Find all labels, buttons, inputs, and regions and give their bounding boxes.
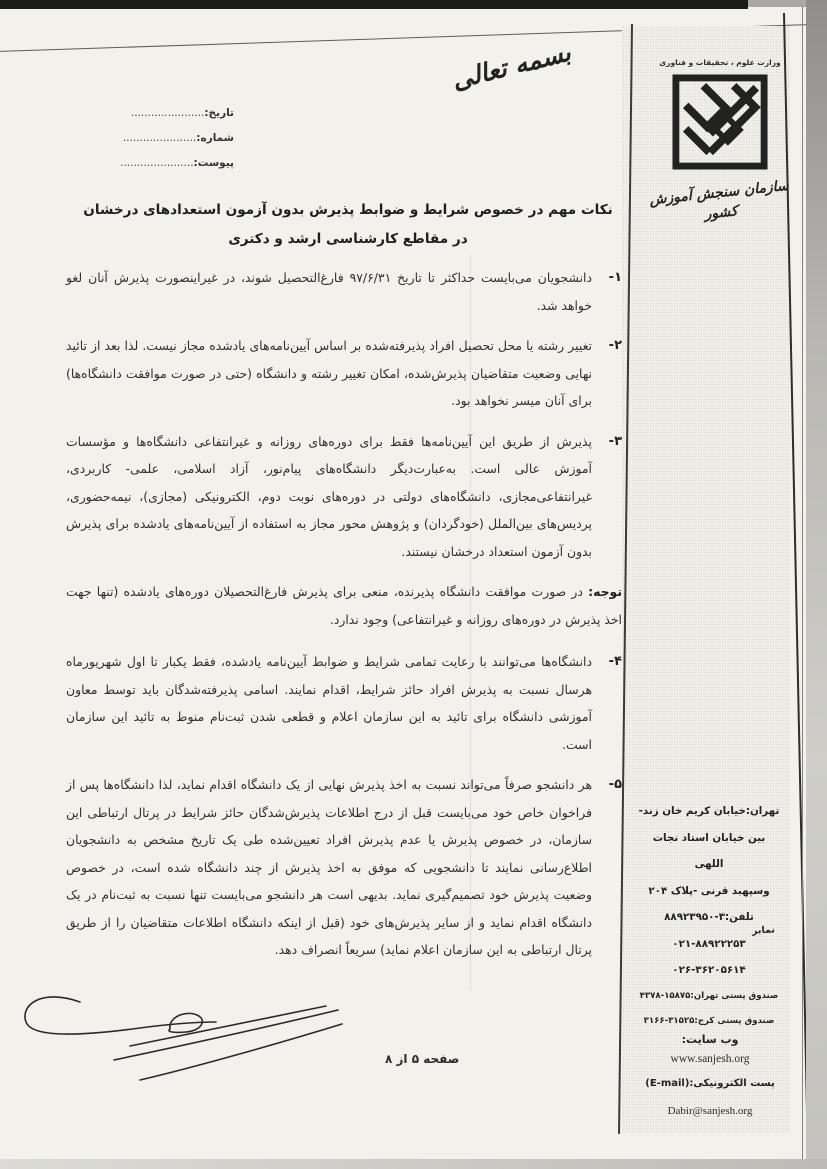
note-text: در صورت موافقت دانشگاه پذیرنده، منعی برای پذیرش فارغ‌التحصیلان دوره‌های یادشده (تنها جهت اخذ پذیرش در دوره‌های روزانه و غیرانتفاعی) وجود ندارد. — [66, 584, 622, 627]
item-number: ۱- — [608, 270, 622, 285]
paper-right-edge — [802, 6, 803, 1166]
item-number: ۵- — [608, 777, 622, 792]
date-field — [84, 101, 234, 126]
attachment-label: پیوست: — [193, 157, 234, 169]
attachment-dotted-line: ...................... — [120, 157, 194, 169]
website-label: وب سایت: — [681, 1033, 739, 1046]
address-line-3: وسپهبد قرنی -پلاک ۲۰۴ — [648, 884, 770, 897]
note-paragraph — [66, 578, 622, 633]
pobox-karaj-label: صندوق پستی کرج: — [694, 1016, 775, 1026]
item-number: ۴- — [608, 654, 622, 669]
page-number: صفحه ۵ از ۸ — [385, 1052, 460, 1066]
contact-block — [638, 798, 780, 984]
date-label: تاریخ: — [204, 107, 234, 119]
number-field — [84, 126, 234, 151]
signature-scribble — [18, 982, 353, 1104]
item-number: ۳- — [608, 433, 622, 449]
list-item-3 — [66, 428, 622, 566]
pobox-tehran — [634, 984, 784, 1009]
list-item-5 — [66, 771, 622, 964]
address-line-1: تهران:خیابان کریم خان زند- — [638, 805, 780, 817]
pobox-karaj-number: ۳۱۵۲۵-۳۱۶۶ — [643, 1016, 695, 1026]
email-address: Dabir@sanjesh.org — [667, 1105, 753, 1117]
phone-label: تلفن: — [724, 911, 754, 923]
fax-number: ۰۲۶-۳۶۲۰۵۶۱۴ — [672, 964, 746, 976]
email-label: پست الکترونیکی:(E-mail) — [645, 1078, 775, 1089]
date-dotted-line: ...................... — [130, 107, 205, 119]
list-item-1 — [66, 264, 622, 319]
document-title: نکات مهم در خصوص شرایط و ضوابط پذیرش بدون آزمون استعدادهای درخشان در مقاطع کارشناسی ارشد و دکتری — [83, 202, 613, 247]
scan-right-shadow — [806, 0, 827, 1169]
list-item-2 — [66, 332, 622, 415]
scan-bottom-shadow — [0, 1159, 827, 1169]
item-text: پذیرش از طریق این آیین‌نامه‌ها فقط برای دوره‌های روزانه و غیرانتفاعی دانشگاه‌ها و مؤسسات آموزش عالی است. به‌عبارت‌دیگر دانشگاه‌های پیام‌نور، آزاد اسلامی، علمی- کاربردی، غیرانتفاعی‌مجازی، دانشگاه‌های دولتی در دوره‌های نوبت دوم، الکترونیکی (مجازی)، نیمه‌حضوری، پردیس‌های بین‌الملل (خودگردان) و پژوهش محور مجاز به استفاده از آیین‌نامه‌های یادشده برای پذیرش بدون آزمون استعداد درخشان نیستند. — [66, 433, 592, 559]
fax-line — [638, 957, 780, 984]
document-body — [66, 264, 622, 977]
phone-number-2: ۰۲۱-۸۸۹۲۲۲۵۳ — [672, 937, 746, 950]
number-dotted-line: ...................... — [122, 132, 197, 144]
item-text: دانشگاه‌ها می‌توانند با رعایت تمامی شرایط و ضوابط آیین‌نامه یادشده، فقط یکبار تا اول شهریورماه هرسال نسبت به پذیرش افراد حائز شرایط، اقدام نمایند. اسامی پذیرفته‌شدگان باید توسط معاون آموزشی دانشگاه برای تائید به این سازمان اعلام و قطعی شدن ثبت‌نام منوط به تائید این سازمان است. — [66, 654, 592, 752]
phone-number-1: ۸۸۹۲۳۹۵۰-۳ — [664, 911, 725, 923]
item-text: هر دانشجو صرفاً می‌تواند نسبت به اخذ پذیرش نهایی از یک دانشگاه اقدام نماید، لذا دانشگاه‌ها پس از فراخوان خاص خود می‌بایست قبل از درج اطلاعات پذیرش‌شدگان حائز شرایط در پرتال ارتباطی این سازمان، در خصوص پذیرش یا عدم پذیرش افراد تعیین‌شده طی یک تاریخ مشخص به دانشجویان اطلاع‌رسانی نمایند تا دانشجویی که موفق به اخذ پذیرش از چند دانشگاه شده است، در خصوص وضعیت پذیرش خود تصمیم‌گیری نماید. بدیهی است هر دانشجو می‌بایست تنها نسبت به ثبت‌نام در یک دانشگاه اقدام نماید و از سایر پذیرش‌های خود (قبل از اینکه دانشگاه اطلاعات متقاضیان را از طریق پرتال ارتباطی به این سازمان اعلام نماید) سریعاً انصراف دهد. — [66, 777, 592, 957]
pobox-karaj — [634, 1009, 784, 1034]
pobox-block — [634, 984, 784, 1034]
number-label: شماره: — [196, 132, 234, 144]
ministry-name: وزارت علوم ، تحقیقات و فناوری — [659, 58, 781, 67]
address-line-2: بین خیابان استاد نجات اللهی — [652, 831, 766, 870]
organization-name-calligraphy: سازمان سنجش آموزش کشور — [648, 177, 790, 223]
website-url: www.sanjesh.org — [670, 1053, 750, 1065]
letterhead — [648, 58, 792, 223]
fax-label: نمابر — [751, 924, 776, 937]
pobox-tehran-label: صندوق پستی تهران: — [690, 991, 779, 1001]
bismillah-calligraphy: بسمه تعالی — [449, 37, 574, 95]
item-text: دانشجویان می‌بایست حداکثر تا تاریخ ۹۷/۶/۳۱ فارغ‌التحصیل شوند، در غیراینصورت پذیرش آنان لغو خواهد شد. — [66, 270, 592, 313]
header-fields — [84, 101, 234, 176]
sanjesh-logo-icon — [671, 73, 769, 171]
list-item-4 — [66, 648, 622, 758]
note-label: توجه: — [588, 584, 622, 599]
attachment-field — [84, 151, 234, 176]
item-text: تغییر رشته یا محل تحصیل افراد پذیرفته‌شده بر اساس آیین‌نامه‌های یادشده مجاز نیست. لذا بعد از تائید نهایی وضعیت متقاضیان پذیرش‌شده، امکان تغییر رشته و دانشگاه (حتی در صورت موافقت دانشگاه‌ها) برای آنان میسر نخواهد بود. — [66, 338, 592, 408]
pobox-tehran-number: ۱۵۸۷۵-۴۳۷۸ — [639, 991, 691, 1001]
item-number: ۲- — [608, 338, 622, 353]
scan-top-edge — [0, 0, 748, 9]
